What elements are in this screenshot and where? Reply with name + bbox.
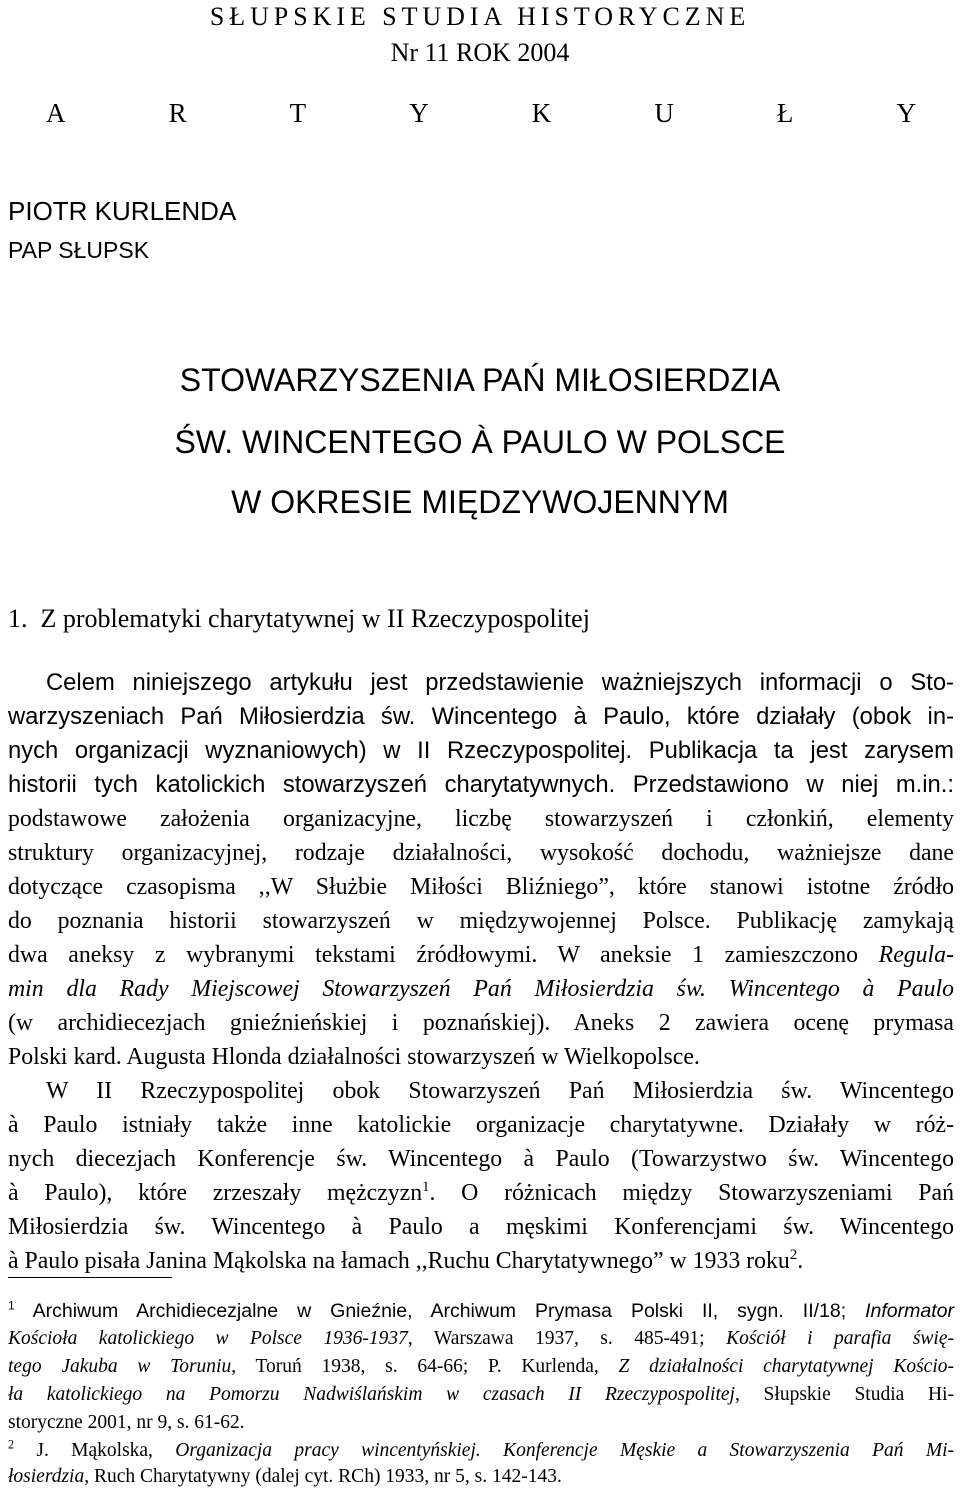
footnote-text: , Słupskie Studia Hi-: [734, 1384, 954, 1405]
body-text: . O różnicach między Stowarzyszeniami Pań: [429, 1180, 954, 1206]
section-letter: U: [654, 98, 674, 128]
body-italic: Regula-: [878, 942, 954, 968]
footnote-ref: 2: [789, 1247, 798, 1264]
body-line: [8, 938, 954, 972]
body-line: Miłosierdzia św. Wincentego à Paulo a męskimi Konferencjami św. Wincentego: [8, 1214, 954, 1240]
body-line: [8, 1244, 803, 1278]
journal-issue: Nr 11 ROK 2004: [390, 38, 570, 67]
body-italic: min dla Rady Miejscowej Stowarzyszeń Pań Miłosierdzia św. Wincentego à Paulo: [8, 976, 954, 1002]
section-letter: Ł: [776, 98, 794, 128]
body-line: Celem niniejszego artykułu jest przedstawienie ważniejszych informacji o Sto-: [46, 669, 954, 696]
section-letter: T: [289, 98, 307, 128]
footnote-text: , Warszawa 1937, s. 485-491;: [407, 1328, 727, 1349]
body-line: struktury organizacyjnej, rodzaje działalności, wysokość dochodu, ważniejsze dane: [8, 840, 954, 866]
article-title-line: ŚW. WINCENTEGO À PAULO W POLSCE: [174, 424, 786, 460]
footnote-line: [8, 1325, 954, 1353]
body-line: W II Rzeczypospolitej obok Stowarzyszeń Pań Miłosierdzia św. Wincentego: [46, 1078, 954, 1104]
article-title-line: W OKRESIE MIĘDZYWOJENNYM: [231, 484, 729, 520]
footnote-number: 2: [8, 1437, 15, 1452]
footnote-text: , Toruń 1938, s. 64-66; P. Kurlenda,: [231, 1356, 619, 1377]
footnote-number: 1: [8, 1298, 15, 1313]
footnote-italic: Kościół i parafia świę-: [726, 1328, 954, 1349]
body-line: dotyczące czasopisma ,,W Służbie Miłości Bliźniego”, które stanowi istotne źródło: [8, 874, 954, 900]
article-title-line: STOWARZYSZENIA PAŃ MIŁOSIERDZIA: [179, 362, 781, 398]
footnote-line: [8, 1437, 954, 1465]
body-text: .: [797, 1248, 804, 1274]
footnote-line: [8, 1353, 954, 1381]
body-line: podstawowe założenia organizacyjne, liczbę stowarzyszeń i członkiń, elementy: [8, 806, 954, 832]
section-letter: K: [531, 98, 552, 128]
body-line: [8, 972, 954, 1006]
footnote-line: [8, 1297, 954, 1325]
journal-title: SŁUPSKIE STUDIA HISTORYCZNE: [209, 2, 751, 31]
body-line: nych organizacji wyznaniowych) w II Rzeczypospolitej. Publikacja ta jest zarysem: [8, 737, 954, 764]
section-letter: R: [168, 98, 187, 128]
section-label: [46, 98, 916, 129]
footnote-italic: ła katolickiego na Pomorzu Nadwiślańskim w czasach II Rzeczypospolitej: [8, 1384, 735, 1405]
body-line: Polski kard. Augusta Hlonda działalności stowarzyszeń w Wielkopolsce.: [8, 1044, 700, 1070]
body-text: à Paulo pisała Janina Mąkolska na łamach ,,Ruchu Charytatywnego” w 1933 roku: [8, 1248, 790, 1274]
footnote-text: J. Mąkolska,: [36, 1440, 176, 1461]
body-line: nych diecezjach Konferencje św. Wincentego à Paulo (Towarzystwo św. Wincentego: [8, 1146, 954, 1172]
body-line: à Paulo istniały także inne katolickie organizacje charytatywne. Działały w róż-: [8, 1112, 954, 1138]
footnote-italic: Kościoła katolickiego w Polsce 1936-1937: [8, 1328, 408, 1349]
footnote-italic: tego Jakuba w Toruniu: [8, 1356, 232, 1377]
body-line: [8, 1176, 954, 1210]
footnote-divider: [8, 1277, 172, 1278]
author-affiliation: PAP SŁUPSK: [8, 237, 150, 263]
body-line: historii tych katolickich stowarzyszeń charytatywnych. Przedstawiono w niej m.in.:: [8, 771, 954, 798]
footnote-line: [8, 1381, 954, 1409]
footnote-line: storyczne 2001, nr 9, s. 61-62.: [8, 1412, 245, 1433]
body-line: (w archidiecezjach gnieźnieńskiej i poznańskiej). Aneks 2 zawiera ocenę prymasa: [8, 1010, 954, 1036]
footnote-italic: łosierdzia: [8, 1466, 85, 1487]
footnote-text: Archiwum Archidiecezjalne w Gnieźnie, Archiwum Prymasa Polski II, sygn. II/18;: [32, 1300, 866, 1322]
author-name: PIOTR KURLENDA: [8, 196, 237, 226]
body-line: warzyszeniach Pań Miłosierdzia św. Wincentego à Paulo, które działały (obok in-: [8, 703, 954, 730]
body-text: dwa aneksy z wybranymi tekstami źródłowymi. W aneksie 1 zamieszczono: [8, 942, 879, 968]
footnote-italic: Organizacja pracy wincentyńskiej. Konferencje Męskie a Stowarzyszenia Pań Mi-: [175, 1440, 955, 1461]
footnote-text: , Ruch Charytatywny (dalej cyt. RCh) 1933, nr 5, s. 142-143.: [84, 1466, 562, 1487]
footnote-ref: 1: [422, 1179, 430, 1196]
footnote-italic: Informator: [865, 1300, 954, 1322]
body-line: do poznania historii stowarzyszeń w międzywojennej Polsce. Publikację zamykają: [8, 908, 954, 934]
section-letter: Y: [409, 98, 429, 128]
section-letter: Y: [896, 98, 916, 128]
section-heading: 1. Z problematyki charytatywnej w II Rzeczypospolitej: [8, 604, 590, 633]
footnote-line: [8, 1463, 562, 1491]
body-text: à Paulo), które zrzeszały mężczyzn: [8, 1180, 423, 1206]
section-letter: A: [46, 98, 66, 128]
footnote-italic: Z działalności charytatywnej Kościo-: [618, 1356, 954, 1377]
